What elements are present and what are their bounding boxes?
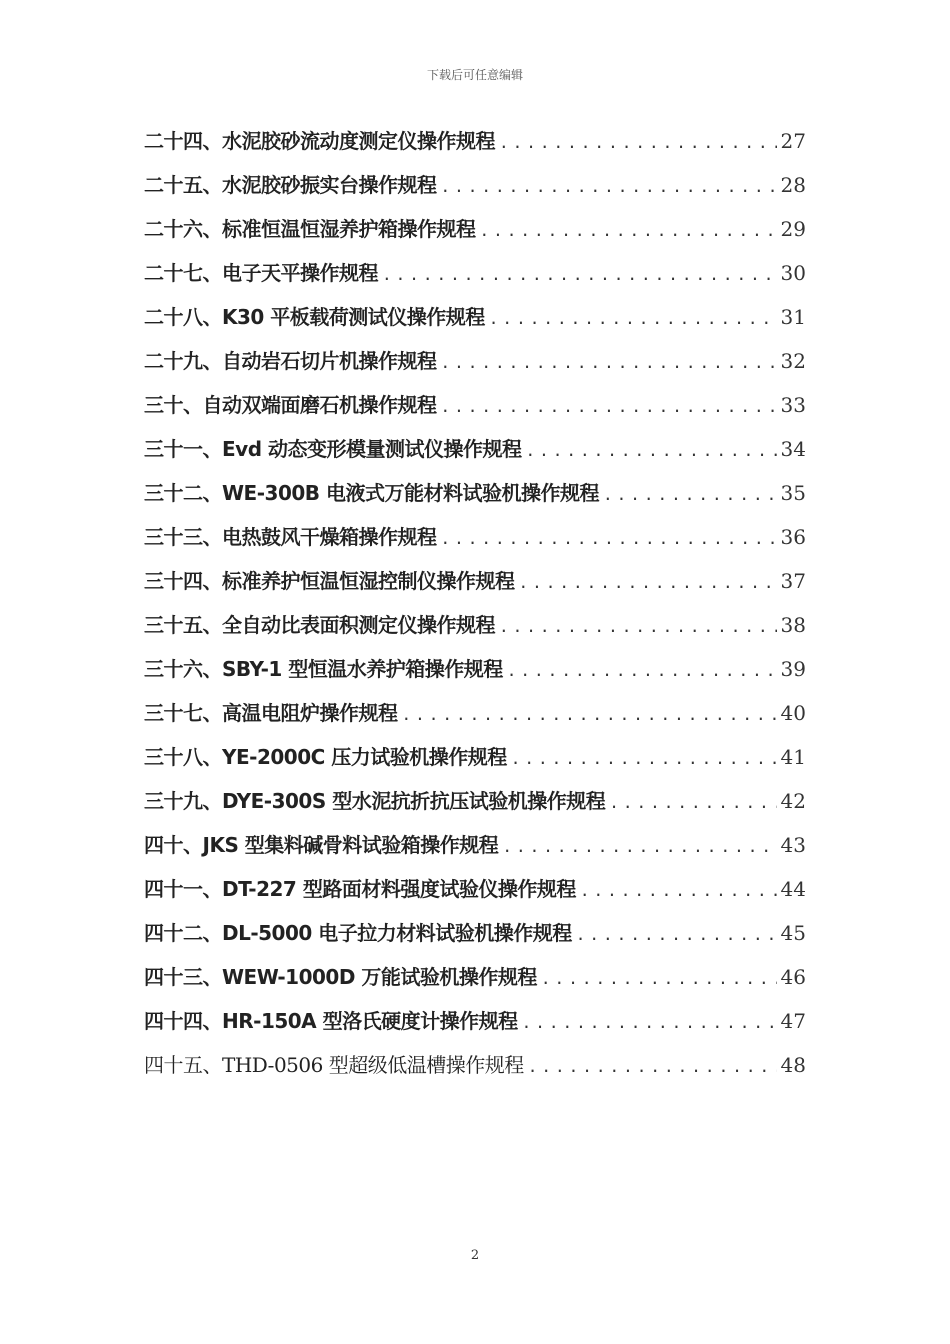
toc-entry-page: 37 [780, 569, 806, 593]
toc-entry-title: 三十四、标准养护恒温恒湿控制仪操作规程 [144, 569, 515, 593]
toc-entry-page: 44 [780, 877, 806, 901]
toc-entry[interactable] [144, 559, 806, 603]
toc-entry[interactable] [144, 735, 806, 779]
toc-entry[interactable] [144, 295, 806, 339]
dot-leader [507, 649, 777, 693]
toc-entry-page: 38 [780, 613, 806, 637]
dot-leader [489, 297, 777, 341]
dot-leader [441, 517, 777, 561]
toc-entry-title: 二十五、水泥胶砂振实台操作规程 [144, 173, 437, 197]
toc-entry-title: 三十七、高温电阻炉操作规程 [144, 701, 398, 725]
toc-entry-page: 36 [780, 525, 806, 549]
dot-leader [402, 693, 777, 737]
toc-entry-page: 43 [780, 833, 806, 857]
toc-entry-title: 三十九、DYE-300S 型水泥抗折抗压试验机操作规程 [144, 789, 606, 813]
toc-entry-title: 二十八、K30 平板载荷测试仪操作规程 [144, 305, 485, 329]
toc-entry-page: 29 [780, 217, 806, 241]
toc-entry-page: 48 [780, 1053, 806, 1077]
toc-entry[interactable] [144, 251, 806, 295]
toc-entry-title: 三十一、Evd 动态变形模量测试仪操作规程 [144, 437, 522, 461]
toc-entry-page: 31 [780, 305, 806, 329]
toc-entry[interactable] [144, 955, 806, 999]
toc-entry[interactable] [144, 779, 806, 823]
toc-entry-title: 二十七、电子天平操作规程 [144, 261, 378, 285]
toc-entry-page: 33 [780, 393, 806, 417]
dot-leader [502, 825, 776, 869]
toc-entry-title: 四十、JKS 型集料碱骨料试验箱操作规程 [144, 833, 499, 857]
dot-leader [441, 165, 777, 209]
toc-entry-title: 三十二、WE-300B 电液式万能材料试验机操作规程 [144, 481, 599, 505]
toc-entry[interactable] [144, 603, 806, 647]
toc-entry-page: 42 [780, 789, 806, 813]
toc-entry[interactable] [144, 823, 806, 867]
toc-entry-title: 二十九、自动岩石切片机操作规程 [144, 349, 437, 373]
toc-entry-title: 三十六、SBY-1 型恒温水养护箱操作规程 [144, 657, 503, 681]
toc-entry-page: 35 [780, 481, 806, 505]
toc-entry-title: 三十五、全自动比表面积测定仪操作规程 [144, 613, 495, 637]
toc-entry-title: 三十、自动双端面磨石机操作规程 [144, 393, 437, 417]
toc-entry-title: 三十三、电热鼓风干燥箱操作规程 [144, 525, 437, 549]
toc-entry-page: 34 [780, 437, 806, 461]
dot-leader [609, 781, 776, 825]
dot-leader [603, 473, 777, 517]
toc-entry-title: 三十八、YE-2000C 压力试验机操作规程 [144, 745, 507, 769]
page-header: 下载后可任意编辑 [426, 68, 523, 82]
toc-entry-page: 39 [780, 657, 806, 681]
dot-leader [522, 1001, 777, 1045]
dot-leader [576, 913, 777, 957]
toc-entry[interactable] [144, 207, 806, 251]
toc-entry[interactable] [144, 383, 806, 427]
toc-entry-title: 四十四、HR-150A 型洛氏硬度计操作规程 [144, 1009, 518, 1033]
toc-entry-title: 四十三、WEW-1000D 万能试验机操作规程 [144, 965, 537, 989]
toc-entry[interactable] [144, 691, 806, 735]
toc-entry[interactable] [144, 471, 806, 515]
dot-leader [441, 341, 777, 385]
toc-entry-title: 二十六、标准恒温恒湿养护箱操作规程 [144, 217, 476, 241]
dot-leader [441, 385, 777, 429]
dot-leader [382, 253, 777, 297]
toc-entry-title: 四十五、THD-0506 型超级低温槽操作规程 [144, 1053, 524, 1077]
toc-entry[interactable] [144, 867, 806, 911]
toc-entry[interactable] [144, 647, 806, 691]
toc-entry-page: 40 [780, 701, 806, 725]
toc-entry-page: 41 [780, 745, 806, 769]
page-number: 2 [470, 1248, 480, 1263]
toc-entry-page: 27 [780, 129, 806, 153]
toc-entry-title: 四十二、DL-5000 电子拉力材料试验机操作规程 [144, 921, 572, 945]
dot-leader [499, 121, 777, 165]
dot-leader [580, 869, 777, 913]
toc-entry-page: 32 [780, 349, 806, 373]
dot-leader [511, 737, 777, 781]
toc-entry-page: 45 [780, 921, 806, 945]
dot-leader [480, 209, 777, 253]
toc-entry[interactable] [144, 119, 806, 163]
dot-leader [528, 1045, 777, 1089]
table-of-contents [144, 119, 806, 1087]
toc-entry[interactable] [144, 163, 806, 207]
toc-entry[interactable] [144, 427, 806, 471]
toc-entry-title: 四十一、DT-227 型路面材料强度试验仪操作规程 [144, 877, 576, 901]
dot-leader [499, 605, 777, 649]
toc-entry[interactable] [144, 1043, 806, 1087]
toc-entry-page: 47 [780, 1009, 806, 1033]
toc-entry[interactable] [144, 911, 806, 955]
dot-leader [525, 429, 776, 473]
dot-leader [519, 561, 777, 605]
dot-leader [541, 957, 777, 1001]
toc-entry-page: 30 [780, 261, 806, 285]
toc-entry[interactable] [144, 339, 806, 383]
toc-entry[interactable] [144, 515, 806, 559]
toc-entry[interactable] [144, 999, 806, 1043]
toc-entry-page: 46 [780, 965, 806, 989]
toc-entry-title: 二十四、水泥胶砂流动度测定仪操作规程 [144, 129, 495, 153]
toc-entry-page: 28 [780, 173, 806, 197]
